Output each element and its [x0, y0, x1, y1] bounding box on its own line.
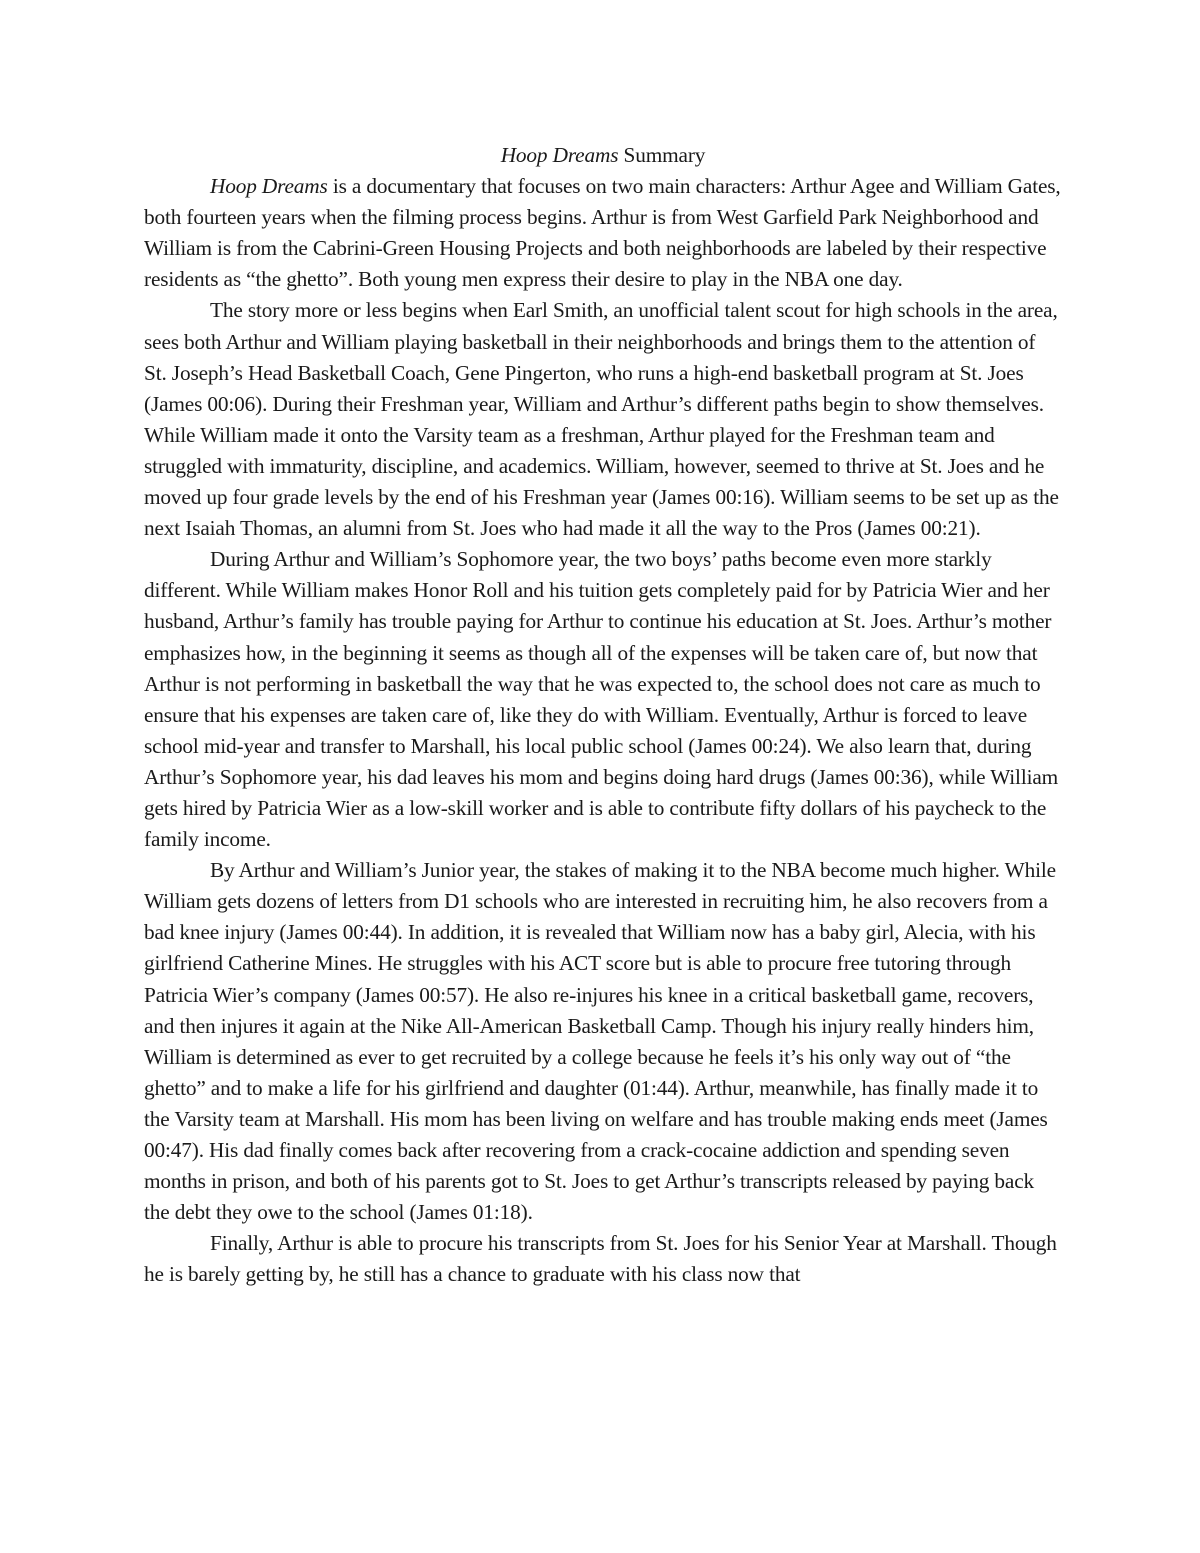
document-title: [144, 140, 1062, 171]
paragraph-2-text: The story more or less begins when Earl Smith, an unofficial talent scout for high schools in the area, sees both Arthur and William playing basketball in their neighborhoods and brings them to the attention of St. Joseph’s Head Basketball Coach, Gene Pingerton, who runs a high-end basketball program at St. Joes (James 00:06). During their Freshman year, William and Arthur’s different paths begin to show themselves. While William made it onto the Varsity team as a freshman, Arthur played for the Freshman team and struggled with immaturity, discipline, and academics. William, however, seemed to thrive at St. Joes and he moved up four grade levels by the end of his Freshman year (James 00:16). William seems to be set up as the next Isaiah Thomas, an alumni from St. Joes who had made it all the way to the Pros (James 00:21).: [144, 298, 1059, 541]
paragraph-4-text: By Arthur and William’s Junior year, the stakes of making it to the NBA become much higher. While William gets dozens of letters from D1 schools who are interested in recruiting him, he also recovers from a bad knee injury (James 00:44). In addition, it is revealed that William now has a baby girl, Alecia, with his girlfriend Catherine Mines. He struggles with his ACT score but is able to procure free tutoring through Patricia Wier’s company (James 00:57). He also re-injures his knee in a critical basketball game, recovers, and then injures it again at the Nike All-American Basketball Camp. Though his injury really hinders him, William is determined as ever to get recruited by a college because he feels it’s his only way out of “the ghetto” and to make a life for his girlfriend and daughter (01:44). Arthur, meanwhile, has finally made it to the Varsity team at Marshall. His mom has been living on welfare and has trouble making ends meet (James 00:47). His dad finally comes back after recovering from a crack-cocaine addiction and spending seven months in prison, and both of his parents got to St. Joes to get Arthur’s transcripts released by paying back the debt they owe to the school (James 01:18).: [144, 858, 1056, 1225]
document-body: [144, 140, 1062, 1290]
paragraph-2: [144, 295, 1062, 544]
paragraph-3-text: During Arthur and William’s Sophomore year, the two boys’ paths become even more starkly different. While William makes Honor Roll and his tuition gets completely paid for by Patricia Wier and her husband, Arthur’s family has trouble paying for Arthur to continue his education at St. Joes. Arthur’s mother emphasizes how, in the beginning it seems as though all of the expenses will be taken care of, but now that Arthur is not performing in basketball the way that he was expected to, the school does not care as much to ensure that his expenses are taken care of, like they do with William. Eventually, Arthur is forced to leave school mid-year and transfer to Marshall, his local public school (James 00:24). We also learn that, during Arthur’s Sophomore year, his dad leaves his mom and begins doing hard drugs (James 00:36), while William gets hired by Patricia Wier as a low-skill worker and is able to contribute fifty dollars of his paycheck to the family income.: [144, 547, 1059, 852]
title-italic: Hoop Dreams: [500, 143, 619, 167]
paragraph-1: [144, 171, 1062, 295]
paragraph-3: [144, 544, 1062, 855]
paragraph-5: [144, 1228, 1062, 1290]
paragraph-1-lead-italic: Hoop Dreams: [210, 174, 328, 199]
paragraph-5-text: Finally, Arthur is able to procure his transcripts from St. Joes for his Senior Year at Marshall. Though he is barely getting by, he still has a chance to graduate with his class now that: [144, 1231, 1057, 1287]
title-rest: Summary: [618, 143, 706, 167]
paragraph-4: [144, 855, 1062, 1228]
paragraph-1-text: is a documentary that focuses on two main characters: Arthur Agee and William Gates, both fourteen years when the filming process begins. Arthur is from West Garfield Park Neighborhood and William is from the Cabrini-Green Housing Projects and both neighborhoods are labeled by their respective residents as “the ghetto”. Both young men express their desire to play in the NBA one day.: [144, 174, 1061, 292]
